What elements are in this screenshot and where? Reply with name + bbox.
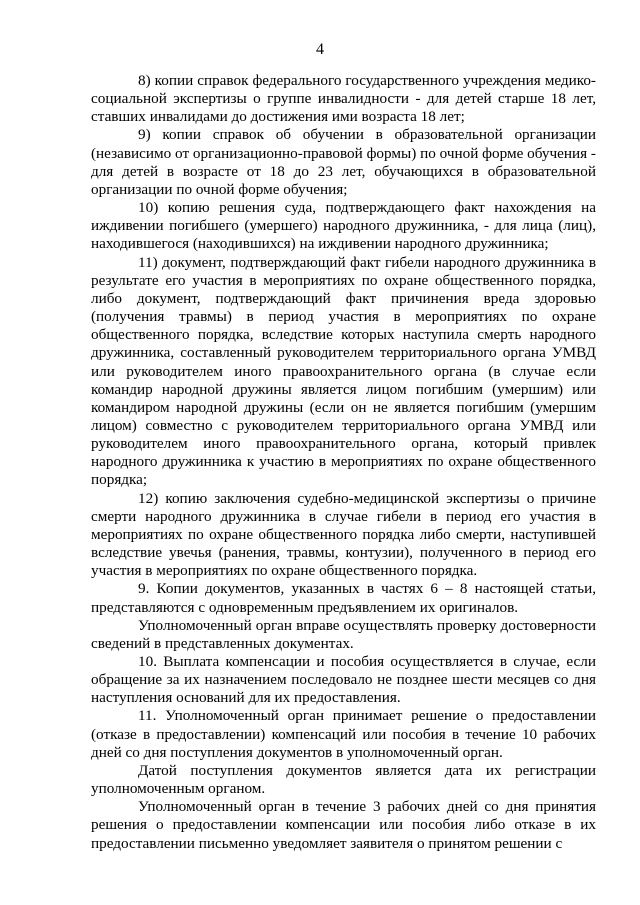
page-number: 4 [316,41,324,58]
paragraph-item-8-disability-certificate: 8) копии справок федерального государственного учреждения медико-социальной экспертизы о группе инвалидности - для детей старше 18 лет, ставших инвалидами до достижения ими возраста 18 лет; [91,72,596,126]
document-body [91,72,596,853]
paragraph-item-10-court-decision: 10) копию решения суда, подтверждающего факт нахождения на иждивении погибшего (умершего) народного дружинника, - для лица (лиц), находившегося (находившихся) на иждивении народного дружинника; [91,199,596,253]
paragraph-notification: Уполномоченный орган в течение 3 рабочих дней со дня принятия решения о предоставлении компенсации или пособия либо отказе в их предоставлении письменно уведомляет заявителя о принятом решении с [91,798,596,852]
paragraph-part-9-copies: 9. Копии документов, указанных в частях 6 – 8 настоящей статьи, представляются с одновременным предъявлением их оригиналов. [91,580,596,616]
paragraph-verification: Уполномоченный орган вправе осуществлять проверку достоверности сведений в представленных документах. [91,616,596,652]
paragraph-item-9-education-certificate: 9) копии справок об обучении в образовательной организации (независимо от организационно-правовой формы) по очной форме обучения - для детей в возрасте от 18 до 23 лет, обучающихся в образовательной организации по очной форме обучения; [91,126,596,198]
paragraph-part-10-payment-deadline: 10. Выплата компенсации и пособия осуществляется в случае, если обращение за их назначением последовало не позднее шести месяцев со дня наступления оснований для их предоставления. [91,653,596,707]
paragraph-item-11-death-document: 11) документ, подтверждающий факт гибели народного дружинника в результате его участия в мероприятиях по охране общественного порядка, либо документ, подтверждающий факт причинения вреда здоровью (получения травмы) в период участия в мероприятиях по охране общественного порядка, вследствие которых наступила смерть народного дружинника, составленный руководителем территориального органа УМВД или руководителем иного правоохранительного органа (в случае если командир народной дружины является лицом погибшим (умершим) или командиром народной дружины (если он не является погибшим (умершим лицом) совместно с руководителем территориального органа УМВД или руководителем иного правоохранительного органа, который привлек народного дружинника к участию в мероприятиях по охране общественного порядка; [91,253,596,489]
paragraph-item-12-forensic-conclusion: 12) копию заключения судебно-медицинской экспертизы о причине смерти народного дружинника в случае гибели в период его участия в мероприятиях по охране общественного порядка либо смерти, наступившей вследствие увечья (ранения, травмы, контузии), полученного в период его участия в мероприятиях по охране общественного порядка. [91,489,596,580]
paragraph-receipt-date: Датой поступления документов является дата их регистрации уполномоченным органом. [91,761,596,798]
paragraph-part-11-decision: 11. Уполномоченный орган принимает решение о предоставлении (отказе в предоставлении) компенсаций или пособия в течение 10 рабочих дней со дня поступления документов в уполномоченный орган. [91,707,596,761]
